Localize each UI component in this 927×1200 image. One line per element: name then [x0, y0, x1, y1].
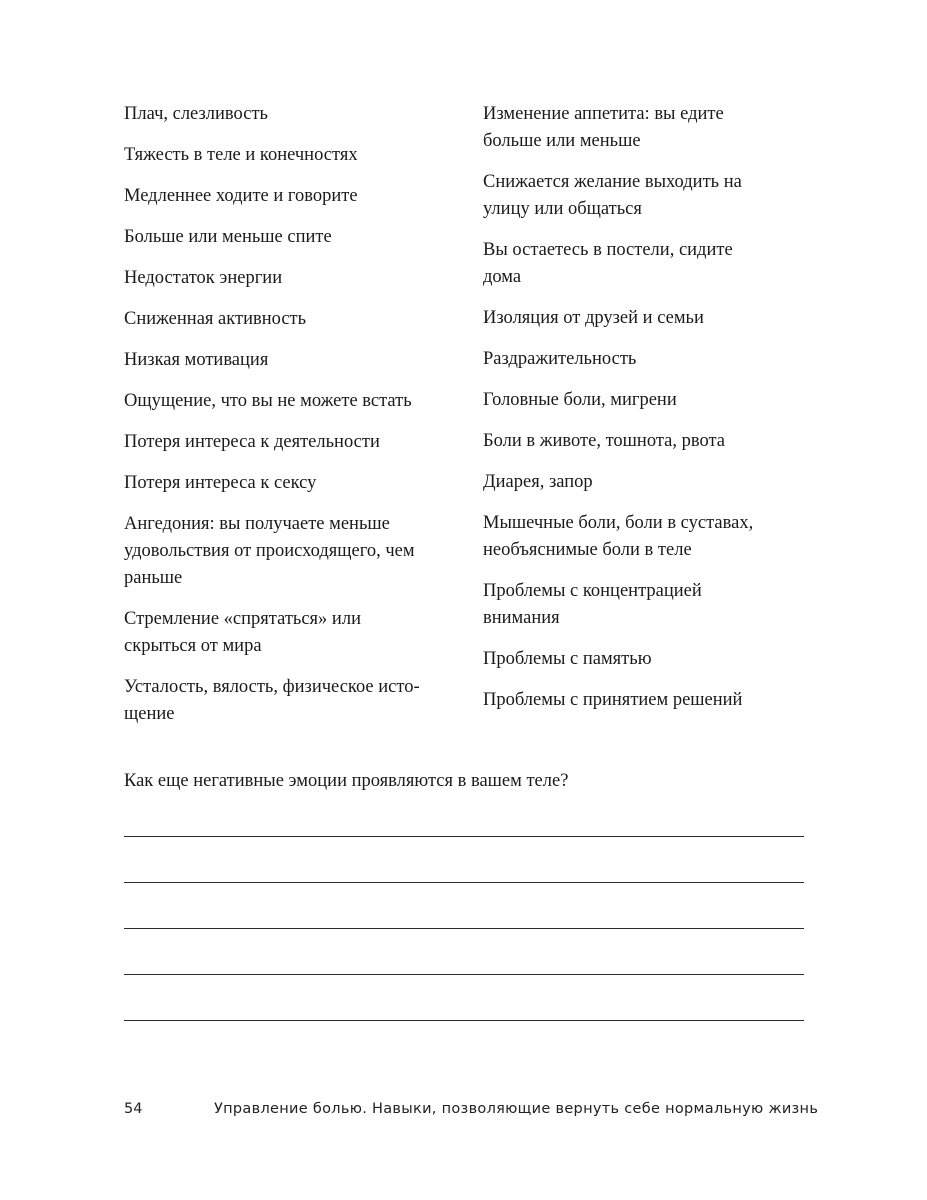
symptom-list-right	[483, 101, 813, 728]
list-item: Боли в животе, тошнота, рвота	[483, 431, 725, 451]
list-item: Снижается желание выходить на улицу или общаться	[483, 172, 742, 219]
list-item: Потеря интереса к деятельности	[124, 432, 380, 452]
answer-line[interactable]	[124, 836, 804, 837]
list-item: Низкая мотивация	[124, 350, 269, 370]
list-item: Проблемы с принятием решений	[483, 690, 743, 710]
list-item: Проблемы с памятью	[483, 649, 652, 669]
reflection-question: Как еще негативные эмоции проявляются в вашем теле?	[124, 771, 569, 791]
list-item: Головные боли, мигрени	[483, 390, 677, 410]
answer-line[interactable]	[124, 974, 804, 975]
list-item: Больше или меньше спите	[124, 227, 332, 247]
list-item: Тяжесть в теле и конечностях	[124, 145, 358, 165]
list-item: Ангедония: вы получаете меньше удовольствия от происходящего, чем раньше	[124, 514, 415, 588]
list-item: Недостаток энергии	[124, 268, 283, 288]
page-number: 54	[124, 1101, 143, 1117]
answer-line[interactable]	[124, 928, 804, 929]
page-footer	[124, 1101, 819, 1123]
list-item: Усталость, вялость, физическое истощение	[124, 677, 420, 724]
list-item: Изоляция от друзей и семьи	[483, 308, 704, 328]
list-item: Медленнее ходите и говорите	[124, 186, 358, 206]
list-item: Потеря интереса к сексу	[124, 473, 317, 493]
symptom-list-left	[124, 101, 470, 742]
list-item: Раздражительность	[483, 349, 637, 369]
list-item: Диарея, запор	[483, 472, 593, 492]
answer-line[interactable]	[124, 1020, 804, 1021]
list-item: Стремление «спрятаться» или скрыться от мира	[124, 609, 361, 656]
answer-line[interactable]	[124, 882, 804, 883]
list-item: Сниженная активность	[124, 309, 307, 329]
list-item: Ощущение, что вы не можете встать	[124, 391, 412, 411]
list-item: Плач, слезливость	[124, 104, 268, 124]
list-item: Вы остаетесь в постели, сидите дома	[483, 240, 733, 287]
list-item: Изменение аппетита: вы едите больше или меньше	[483, 104, 724, 151]
book-title: Управление болью. Навыки, позволяющие вернуть себе нормальную жизнь	[214, 1101, 819, 1117]
list-item: Проблемы с концентрацией внимания	[483, 581, 702, 628]
list-item: Мышечные боли, боли в суставах, необъяснимые боли в теле	[483, 513, 754, 560]
